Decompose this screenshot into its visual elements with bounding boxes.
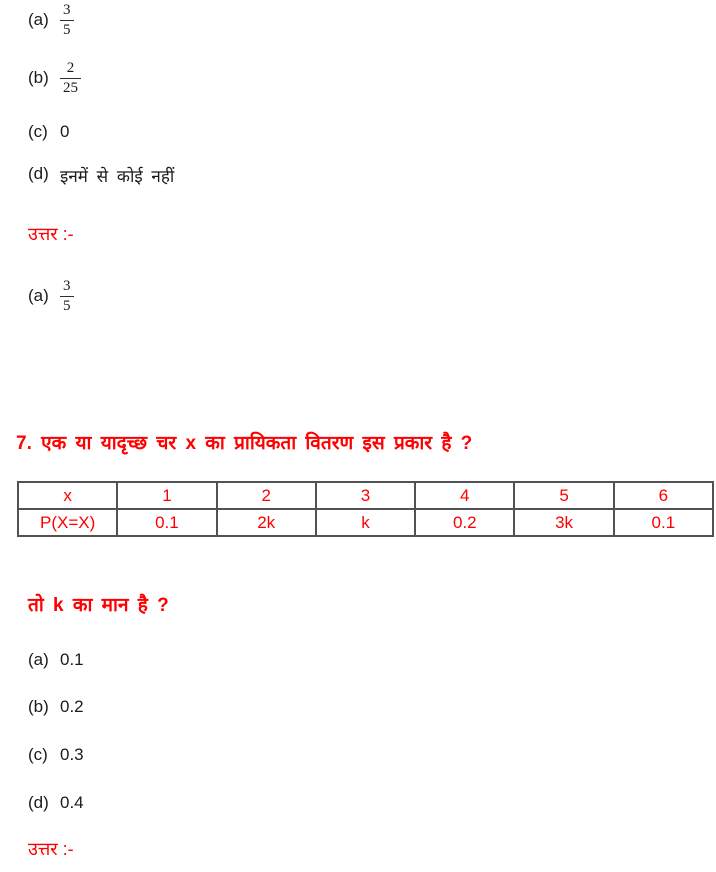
option-label: (c) [28, 122, 48, 141]
table-cell: x [18, 482, 117, 509]
fraction-numerator: 2 [66, 59, 75, 76]
option-value: 0.3 [60, 745, 84, 764]
table-cell: 4 [415, 482, 514, 509]
table-cell: 0.2 [415, 509, 514, 536]
option-value: 0.2 [60, 697, 84, 716]
option-b-fraction [28, 58, 81, 98]
option-label: (b) [28, 68, 49, 87]
table-row-probability [18, 509, 713, 536]
table-cell: 0.1 [117, 509, 216, 536]
probability-distribution-table [17, 481, 714, 537]
k-value-question: तो k का मान है ? [28, 595, 169, 616]
table-cell: 3 [316, 482, 415, 509]
option-label: (a) [28, 286, 49, 305]
table-cell: 5 [514, 482, 613, 509]
table-cell: 1 [117, 482, 216, 509]
option-label: (a) [28, 650, 49, 669]
table-cell: 3k [514, 509, 613, 536]
option-label: (d) [28, 793, 49, 812]
option-d [28, 163, 174, 191]
fraction-denominator: 5 [60, 20, 74, 40]
answer-heading: उत्तर :- [28, 839, 74, 859]
fraction [60, 277, 74, 316]
option-d [28, 792, 84, 814]
option-value: 0 [60, 122, 70, 141]
option-label: (c) [28, 745, 48, 764]
table-cell: 6 [614, 482, 713, 509]
option-value: इनमें से कोई नहीं [60, 167, 175, 186]
option-c [28, 121, 69, 143]
question-7-heading: 7. एक या यादृच्छ चर x का प्रायिकता वितरण इस प्रकार है ? [16, 433, 473, 454]
option-a-fraction [28, 0, 74, 40]
option-b [28, 696, 84, 718]
table-cell: 2k [217, 509, 316, 536]
table-cell: P(X=X) [18, 509, 117, 536]
table-cell: 2 [217, 482, 316, 509]
option-label: (b) [28, 697, 49, 716]
fraction-denominator: 25 [60, 78, 81, 98]
fraction-denominator: 5 [60, 296, 74, 316]
option-a [28, 649, 84, 671]
fraction-numerator: 3 [63, 1, 71, 18]
option-value: 0.1 [60, 650, 84, 669]
table-cell: 0.1 [614, 509, 713, 536]
option-label: (d) [28, 164, 49, 183]
table-row-x [18, 482, 713, 509]
table-cell: k [316, 509, 415, 536]
option-value: 0.4 [60, 793, 84, 812]
option-c [28, 744, 84, 766]
option-label: (a) [28, 10, 49, 29]
answer-heading: उत्तर :- [28, 224, 74, 244]
fraction-numerator: 3 [63, 277, 71, 294]
fraction [60, 59, 81, 98]
fraction [60, 1, 74, 40]
answer-option-a-fraction [28, 276, 74, 316]
